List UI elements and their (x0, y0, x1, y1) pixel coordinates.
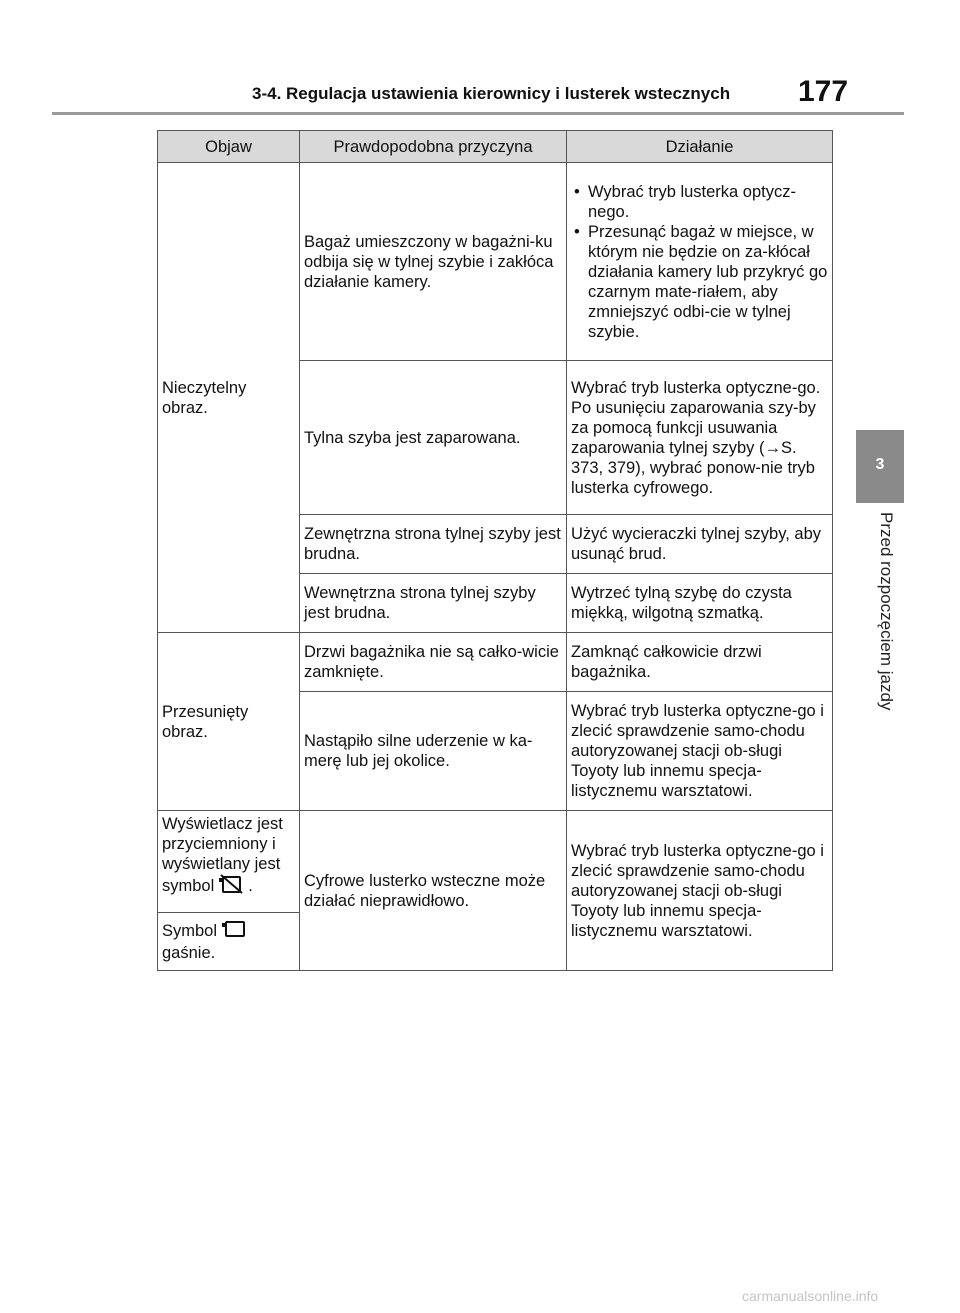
chapter-number: 3 (875, 456, 885, 473)
digital-mirror-warning-icon (218, 874, 244, 899)
troubleshooting-table (157, 130, 833, 971)
action-cell: Użyć wycieraczki tylnej szyby, aby usunąć brud. (567, 515, 833, 574)
header-action: Działanie (567, 131, 833, 163)
cause-cell: Cyfrowe lusterko wsteczne może działać nieprawidłowo. (300, 811, 567, 971)
header-rule (52, 112, 904, 115)
page-header (0, 72, 890, 112)
symptom-cell (158, 913, 300, 971)
watermark: carmanualsonline.info (742, 1288, 879, 1304)
action-cell: Wybrać tryb lusterka optyczne-go. Po usunięciu zaparowania szy-by za pomocą funkcji usuwania zaparowania tylnej szyby (→S. 373, 379), wybrać ponow-nie tryb lusterka cyfrowego. (567, 361, 833, 515)
header-symptom: Objaw (158, 131, 300, 163)
symptom-text: Symbol (162, 921, 218, 940)
header-cause: Prawdopodobna przyczyna (300, 131, 567, 163)
section-title: 3-4. Regulacja ustawienia kierownicy i lusterek wstecznych (252, 84, 731, 103)
action-bullet: • Wybrać tryb lusterka optycz-nego. (571, 182, 828, 222)
action-bullet-list (571, 182, 828, 342)
symptom-cell (158, 811, 300, 913)
table-header-row (158, 131, 833, 163)
table-row (158, 811, 833, 913)
action-cell: Wybrać tryb lusterka optyczne-go i zlecić sprawdzenie samo-chodu autoryzowanej stacji ob-sługi Toyoty lub innemu specja-listycznemu warsztatowi. (567, 692, 833, 811)
page-number: 177 (798, 75, 849, 108)
digital-mirror-icon (221, 920, 247, 943)
table-row (158, 163, 833, 361)
chapter-tab (856, 430, 904, 503)
symptom-text: Wyświetlacz jest przyciemniony i wyświetlany jest (162, 815, 283, 873)
symptom-text: gaśnie. (162, 944, 216, 962)
action-cell (567, 163, 833, 361)
cause-cell: Nastąpiło silne uderzenie w ka-merę lub jej okolice. (300, 692, 567, 811)
action-cell: Zamknąć całkowicie drzwi bagażnika. (567, 633, 833, 692)
action-cell: Wytrzeć tylną szybę do czysta miękką, wilgotną szmatką. (567, 574, 833, 633)
cause-cell: Drzwi bagażnika nie są całko-wicie zamknięte. (300, 633, 567, 692)
symptom-cell: Przesunięty obraz. (158, 633, 300, 811)
action-cell: Wybrać tryb lusterka optyczne-go i zlecić sprawdzenie samo-chodu autoryzowanej stacji ob-sługi Toyoty lub innemu specja-listycznemu warsztatowi. (567, 811, 833, 971)
cause-cell: Wewnętrzna strona tylnej szyby jest brudna. (300, 574, 567, 633)
table-row (158, 633, 833, 692)
symptom-text: symbol (162, 876, 215, 895)
chapter-label: Przed rozpoczęciem jazdy (877, 512, 896, 711)
chapter-label-wrap (876, 512, 898, 742)
cause-cell: Zewnętrzna strona tylnej szyby jest brudna. (300, 515, 567, 574)
symptom-cell: Nieczytelny obraz. (158, 163, 300, 633)
symptom-text: . (248, 876, 253, 895)
action-bullet: • Przesunąć bagaż w miejsce, w którym nie będzie on za-kłócał działania kamery lub przykryć go czarnym mate-riałem, aby zmniejszyć odbi-cie w tylnej szybie. (571, 222, 828, 342)
cause-cell: Tylna szyba jest zaparowana. (300, 361, 567, 515)
cause-cell: Bagaż umieszczony w bagażni-ku odbija się w tylnej szybie i zakłóca działanie kamery. (300, 163, 567, 361)
